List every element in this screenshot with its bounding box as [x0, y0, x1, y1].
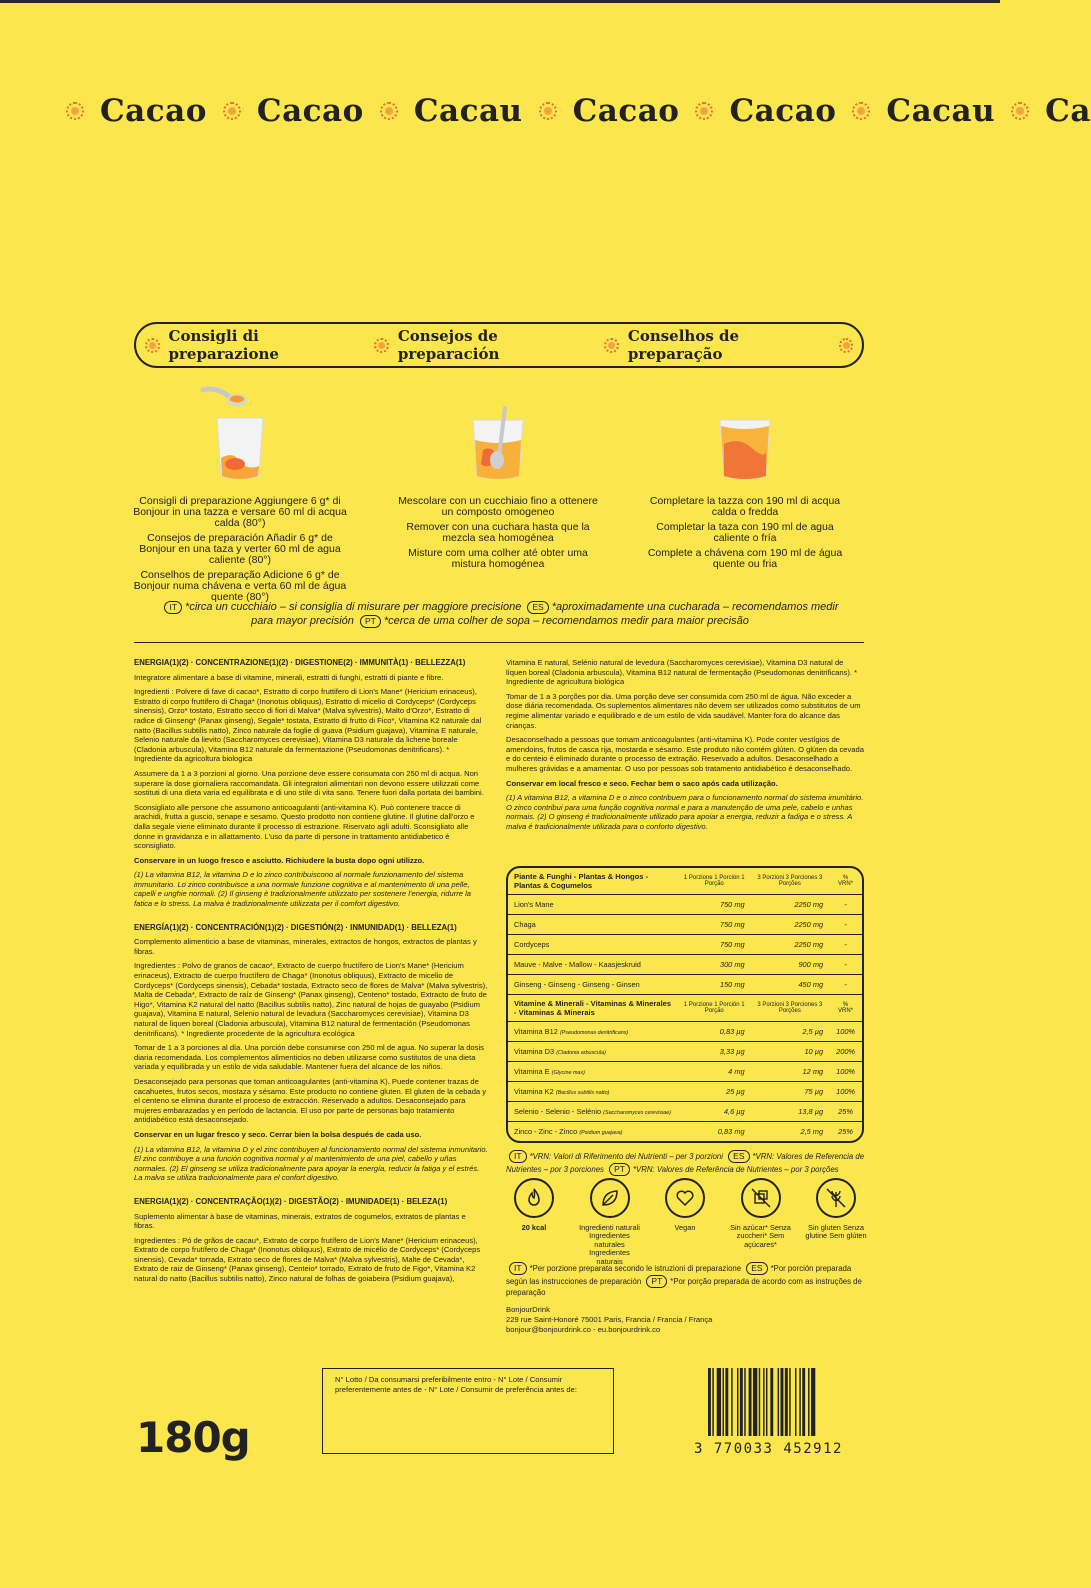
- row-three: 2250 mg: [751, 895, 829, 915]
- sun-icon: [223, 102, 241, 120]
- barcode-bar: [712, 1368, 713, 1436]
- col-vrn: % VRN*: [829, 995, 862, 1022]
- row-three: 2250 mg: [751, 915, 829, 935]
- row-vrn: 25%: [829, 1102, 862, 1122]
- icon-label: 20 kcal: [521, 1223, 547, 1232]
- row-vrn: -: [829, 895, 862, 915]
- lang-tag-it: IT: [509, 1150, 527, 1163]
- sun-icon: [852, 102, 870, 120]
- lang-tag-it: IT: [164, 601, 182, 614]
- barcode-bar: [781, 1368, 784, 1436]
- pt-ingredients: Ingredientes : Pó de grãos de cacau*, Extrato de corpo frutífero de Lion's Mane* (Hericium erinaceus), Extrato de corpo frutífero de Chaga* (Inonotus obliquus), Extrato de micélio de Cordyceps* (Cordyceps sinensis), Cevada* torrada, Extrato seco de flores de Malva* (Malva sylvestris), Malte de Cevada*, Extrato de raiz de Ginseng* (Panax ginseng), Centeio* torrado, Extrato de fruto de Figo*, Vitamina K2 natural do natto (Bacillus subtilis natto), Zinco natural de folhas de goiabeira (Psidium guajava),: [134, 1235, 481, 1284]
- row-one: 25 µg: [678, 1082, 751, 1102]
- barcode-bar: [731, 1368, 732, 1436]
- lang-tag-pt: PT: [646, 1275, 667, 1288]
- prep-title-it: Consigli di preparazione: [168, 327, 279, 363]
- it-warnings: Sconsigliato alle persone che assumono anticoagulanti (anti-vitamina K). Può contenere tracce di arachidi, frutta a guscio, senape e sesamo. Questo prodotto non contiene glutine. Il glutine dall'orzo e dalla segale viene eliminato durante il processo di estrazione. Riservato agli adulti. Sconsigliato alle donne in gravidanza e in allattamento. L'uso da parte di persone in trattamento antidiabetico è sconsigliato.: [134, 802, 475, 851]
- lot-box: [322, 1368, 614, 1454]
- table-row: [508, 935, 862, 955]
- barcode-bar: [753, 1368, 757, 1436]
- nutrient-name: Selenio - Selenio - Selénio: [514, 1107, 602, 1116]
- pt-ingredients-cont: Vitamina E natural, Selénio natural de levedura (Saccharomyces cerevisiae), Vitamina D3 natural de líquen boreal (Cladonia arbuscula), Vitamina B12 natural de fermentação (Pseudomonas denitrificans). * Ingrediente de agricultura biológica: [506, 658, 858, 687]
- no-gluten-icon: [816, 1178, 856, 1218]
- barcode-bar: [740, 1368, 743, 1436]
- banner-word: Cacau: [886, 93, 996, 129]
- row-name: [508, 1122, 678, 1142]
- row-name: [508, 1082, 678, 1102]
- nutrient-name: Vitamina K2: [514, 1087, 554, 1096]
- row-one: 150 mg: [678, 975, 751, 995]
- left-text-column: [134, 658, 488, 1289]
- vrn-es: *VRN: Valores de Referencia de Nutrientes – por 3 porciones: [506, 1152, 865, 1174]
- row-vrn: 100%: [829, 1082, 862, 1102]
- nutrient-name: Vitamina B12: [514, 1027, 558, 1036]
- barcode-bar: [749, 1368, 752, 1436]
- divider: [134, 642, 864, 643]
- icon-kcal: [500, 1178, 568, 1266]
- nutrition-table: [506, 866, 864, 1143]
- row-vrn: -: [829, 915, 862, 935]
- per-portion-note: [506, 1262, 866, 1298]
- sun-icon: [539, 102, 557, 120]
- it-intro: Integratore alimentare a base di vitamine, minerali, estratti di funghi, estratti di piante e fibre.: [134, 672, 444, 682]
- it-claims: (1) La vitamina B12, la vitamina D e lo zinco contribuiscono al normale funzionamento del sistema immunitario. Lo zinco contribuisce a una normale funzione cognitiva e al mantenimento di una pelle, capelli e unghie normali. (2) Il ginseng è tradizionalmente utilizzato per sostenere l'energia, ridurre la fatica e lo stress. La malva è tradizionalmente utilizzata per il comfort digestivo.: [134, 870, 472, 909]
- col-vrn: % VRN*: [838, 874, 854, 887]
- lang-tag-pt: PT: [360, 615, 381, 628]
- step-1-es: Consejos de preparación Añadir 6 g* de Bonjour en una taza y verter 60 ml de agua caliente (80°): [139, 532, 341, 566]
- step-2-es: Remover con una cuchara hasta que la mezcla sea homogénea: [406, 521, 590, 544]
- prep-step-3: [645, 380, 845, 574]
- banner-word: Cacau: [413, 93, 523, 129]
- banner-word: Cacao: [572, 93, 680, 129]
- lang-tag-it: IT: [509, 1262, 527, 1275]
- cacao-banner: [50, 93, 1091, 129]
- es-dosage: Tomar de 1 a 3 porciones al día. Una porción debe consumirse con 250 ml de agua. No superar la dosis diaria recomendada. Los complementos alimenticios no deben utilizarse como sustitutos de una dieta variada y equilibrada y un estilo de vida saludable. Mantener fuera del alcance de los niños.: [134, 1043, 484, 1072]
- barcode-bar: [725, 1368, 728, 1436]
- sun-icon: [604, 338, 619, 353]
- it-heading: ENERGIA(1)(2) · CONCENTRAZIONE(1)(2) · DIGESTIONE(2) · IMMUNITÀ(1) · BELLEZZA(1): [134, 658, 466, 667]
- step-3-pt: Complete a chávena com 190 ml de água quente ou fria: [647, 547, 843, 570]
- row-three: 12 mg: [751, 1062, 829, 1082]
- barcode-icon: [708, 1368, 868, 1448]
- pt-warnings: Desaconselhado a pessoas que tomam anticoagulantes (anti-vitamina K). Pode conter vestígios de amendoins, frutos de casca rija, mostarda e sésamo. Este produto não contém glúten. O glúten da cevada e do centeio é eliminado durante o processo de extração. Reservado a adultos. Desaconselhado a mulheres grávidas e a amamentar. O uso por pessoas sob tratamento antidiabético é desaconselhado.: [506, 735, 864, 773]
- icon-vegan: [651, 1178, 719, 1266]
- nutrient-name: Vitamina E: [514, 1067, 550, 1076]
- barcode-number: 3 770033 452912: [694, 1441, 843, 1457]
- barcode-bar: [795, 1368, 796, 1436]
- banner-word: Cacao: [256, 93, 364, 129]
- sun-icon: [145, 338, 160, 353]
- pt-storage: Conservar em local fresco e seco. Fechar bem o saco após cada utilização.: [506, 778, 778, 788]
- col-three-portions: 3 Porzioni 3 Porciones 3 Porções: [757, 874, 823, 887]
- row-one: 750 mg: [678, 935, 751, 955]
- top-border: [0, 0, 1000, 3]
- stirring-cup-icon: [453, 380, 543, 488]
- row-one: 4 mg: [678, 1062, 751, 1082]
- row-one: 750 mg: [678, 895, 751, 915]
- lang-tag-es: ES: [527, 601, 548, 614]
- row-name: Cordyceps: [508, 935, 678, 955]
- vrn-footnote: [506, 1150, 866, 1176]
- row-name: [508, 1102, 678, 1122]
- lang-tag-es: ES: [728, 1150, 749, 1163]
- es-storage: Conservar en un lugar fresco y seco. Cerrar bien la bolsa después de cada uso.: [134, 1129, 422, 1139]
- plants-header: Piante & Funghi - Plantas & Hongos - Plantas & Cogumelos: [514, 872, 649, 890]
- col-one-portion: 1 Porzione 1 Porción 1 Porção: [683, 874, 745, 887]
- sun-icon: [380, 102, 398, 120]
- row-three: 2250 mg: [751, 935, 829, 955]
- barcode-bar: [759, 1368, 760, 1436]
- icon-no-gluten: [802, 1178, 870, 1266]
- table-row: [508, 1022, 862, 1042]
- nutrient-source: (Saccharomyces cerevisiae): [603, 1110, 671, 1116]
- measure-footnote: [150, 600, 850, 628]
- barcode-bar: [789, 1368, 790, 1436]
- row-vrn: 100%: [829, 1022, 862, 1042]
- row-three: 2,5 µg: [751, 1022, 829, 1042]
- pt-dosage: Tomar de 1 a 3 porções por dia. Uma porção deve ser consumida com 250 ml de água. Não exceder a dose diária recomendada. Os suplementos alimentares não devem ser utilizados como substitutos de um regime alimentar variado e equilibrado e de um estilo de vida saudável. Manter fora do alcance das crianças.: [506, 691, 861, 730]
- es-intro: Complemento alimenticio a base de vitaminas, minerales, extractos de hongos, extractos de plantas y fibras.: [134, 937, 477, 956]
- sun-icon: [695, 102, 713, 120]
- nutrient-name: Zinco - Zinc - Zinco: [514, 1127, 578, 1136]
- full-cup-icon: [700, 380, 790, 488]
- nutrient-source: (Psidium guajava): [579, 1130, 623, 1136]
- row-three: 75 µg: [751, 1082, 829, 1102]
- icon-label: Ingredienti naturali Ingredientes naturales Ingredientes naturais: [579, 1223, 640, 1266]
- barcode-bar: [744, 1368, 745, 1436]
- cup-spoon-icon: [195, 380, 285, 488]
- no-sugar-icon: [741, 1178, 781, 1218]
- per-portion-it: *Per porzione preparata secondo le istruzioni di preparazione: [529, 1264, 742, 1273]
- contact-info: bonjour@bonjourdrink.co - eu.bonjourdrink.co: [506, 1325, 661, 1334]
- row-one: 0,83 mg: [678, 1122, 751, 1142]
- nutrient-source: (Cladonia arbuscula): [556, 1050, 606, 1056]
- col-one-portion: 1 Porzione 1 Porción 1 Porção: [678, 995, 751, 1022]
- it-ingredients: Ingredienti : Polvere di fave di cacao*, Estratto di corpo fruttifero di Lion's Mane* (Hericium erinaceus), Estratto di corpo fruttifero di Chaga* (Inonotus obliquus), Estratto di micelio di Cordyceps* (Cordyceps sinensis), Orzo* tostato, Estratto secco di fiori di Malva* (Malva sylvestris), Malto d'Orzo*, Estratto di radice di Ginseng* (Panax ginseng), Segale* tostata, Estratto di frutto di Fico*, Vitamina K2 naturale dal natto (Bacillus subtilis natto), Zinco naturale da foglie di guava (Psidium guajava), Vitamina E naturale, Selenio naturale da lievito (Saccharomyces cerevisiae), Vitamina D3 naturale da lichene boreale (Cladonia arbuscula), Vitamina B12 naturale da fermentazione (Pseudomonas denitrificans). * Ingrediente da agricoltura biologica: [134, 687, 482, 764]
- pt-heading: ENERGIA(1)(2) · CONCENTRAÇÃO(1)(2) · DIGESTÃO(2) · IMUNIDADE(1) · BELEZA(1): [134, 1196, 448, 1206]
- row-name: Lion's Mane: [508, 895, 678, 915]
- nutrient-source: (Bacillus subtilis natto): [555, 1090, 610, 1096]
- claims-icons: [500, 1178, 870, 1266]
- row-one: 300 mg: [678, 955, 751, 975]
- table-row: [508, 895, 862, 915]
- table-row: [508, 1082, 862, 1102]
- row-name: [508, 1022, 678, 1042]
- step-3-es: Completar la taza con 190 ml de agua caliente o fría: [656, 521, 834, 544]
- barcode-bar: [763, 1368, 764, 1436]
- pt-intro: Suplemento alimentar à base de vitaminas, minerais, extratos de cogumelos, extratos de plantas e fibras.: [134, 1211, 466, 1231]
- row-vrn: -: [829, 955, 862, 975]
- lang-tag-es: ES: [746, 1262, 767, 1275]
- net-weight: 180g: [136, 1413, 250, 1462]
- table-row: [508, 955, 862, 975]
- sun-icon: [66, 102, 84, 120]
- heart-icon: [665, 1178, 705, 1218]
- icon-natural: [576, 1178, 644, 1266]
- barcode-bar: [717, 1368, 721, 1436]
- icon-label: Vegan: [674, 1223, 696, 1232]
- table-row: [508, 915, 862, 935]
- col-three-portions: 3 Porzioni 3 Porciones 3 Porções: [751, 995, 829, 1022]
- row-three: 900 mg: [751, 955, 829, 975]
- prep-step-2: [398, 380, 598, 574]
- row-vrn: -: [829, 975, 862, 995]
- step-1-it: Consigli di preparazione Aggiungere 6 g* di Bonjour in una tazza e versare 60 ml di acqua calda (80°): [133, 495, 347, 529]
- banner-word: Cacao: [100, 93, 207, 129]
- barcode-bar: [799, 1368, 800, 1436]
- icon-label: Sin azúcar* Senza zuccheri* Sem açúcares*: [730, 1223, 791, 1249]
- step-2-pt: Misture com uma colher até obter uma mistura homogénea: [408, 547, 588, 570]
- row-vrn: 200%: [829, 1042, 862, 1062]
- barcode-bar: [708, 1368, 711, 1436]
- barcode-bar: [811, 1368, 815, 1436]
- vrn-pt: *VRN: Valores de Referência de Nutrientes – por 3 porções: [633, 1165, 839, 1174]
- barcode-bar: [802, 1368, 805, 1436]
- leaf-icon: [590, 1178, 630, 1218]
- sun-icon: [839, 338, 854, 353]
- step-3-it: Completare la tazza con 190 ml di acqua calda o fredda: [649, 495, 841, 518]
- table-row: [508, 975, 862, 995]
- sun-icon: [374, 338, 389, 353]
- prep-step-1: [130, 380, 350, 607]
- step-2-it: Mescolare con un cucchiaio fino a ottenere un composto omogeneo: [398, 495, 598, 518]
- es-claims: (1) La vitamina B12, la vitamina D y el zinc contribuyen al funcionamiento normal del sistema inmunitario. El zinc contribuye a una función cognitiva normal y al mantenimiento de una piel, cabello y uñas normales. (2) El ginseng se utiliza tradicionalmente para apoyar la energía, reducir la fatiga y el estrés. La malva se utiliza tradicionalmente para el confort digestivo.: [134, 1144, 488, 1183]
- footnote-pt: *cerca de uma colher de sopa – recomendamos medir para maior precisão: [383, 615, 749, 627]
- it-storage: Conservare in un luogo fresco e asciutto. Richiudere la busta dopo ogni utilizzo.: [134, 855, 425, 865]
- barcode-bar: [785, 1368, 788, 1436]
- row-three: 10 µg: [751, 1042, 829, 1062]
- prep-title-es: Consejos de preparación: [397, 327, 500, 363]
- company-address: [506, 1305, 866, 1335]
- icon-no-sugar: [727, 1178, 795, 1266]
- es-ingredients: Ingredientes : Polvo de granos de cacao*, Extracto de cuerpo fructífero de Lion's Mane* (Hericium erinaceus), Extracto de cuerpo fructífero de Chaga* (Inonotus obliquus), Extracto de micelio de Cordyceps* (Cordyceps sinensis), Cebada* tostada, Extracto seco de flores de Malva* (Malva sylvestris), Malta de Cebada*, Extracto de raíz de Ginseng* (Panax ginseng), Centeno* tostado, Extracto de fruto de Higo*, Vitamina K2 natural del natto (Bacillus subtilis natto), Zinc natural de hojas de guayabo (Psidium guajava), Vitamina E natural, Selenio natural de levadura (Saccharomyces cerevisiae), Vitamina D3 natural de liquen boreal (Cladonia arbuscula), Vitamina B12 natural de fermentación (Pseudomonas denitrificans). * Ingrediente procedente de la agricultura ecológica: [134, 961, 488, 1038]
- es-warnings: Desaconsejado para personas que toman anticoagulantes (anti-vitamina K). Puede contener trazas de cacahuetes, frutos secos, mostaza y sésamo. Este producto no contiene gluten. El gluten de la cebada y el centeno se elimina durante el proceso de extracción. Reservado a adultos. Desaconsejado para mujeres embarazadas y en período de lactancia. El uso por parte de personas bajo tratamiento antidiabético está desaconsejado.: [134, 1076, 487, 1125]
- barcode-bar: [737, 1368, 738, 1436]
- barcode-bar: [766, 1368, 767, 1436]
- brand-name: BonjourDrink: [506, 1305, 550, 1314]
- step-1-pt: Conselhos de preparação Adicione 6 g* de Bonjour numa chávena e verta 60 ml de água quente (80°): [133, 569, 347, 603]
- row-one: 4,6 µg: [678, 1102, 751, 1122]
- barcode-bar: [770, 1368, 773, 1436]
- row-name: Chaga: [508, 915, 678, 935]
- table-row: [508, 1122, 862, 1142]
- table-row: [508, 1042, 862, 1062]
- banner-word: Ca: [1045, 93, 1091, 129]
- preparation-header: [134, 322, 864, 368]
- row-one: 0,83 µg: [678, 1022, 751, 1042]
- street-address: 229 rue Saint-Honoré 75001 Paris, Francia / Francia / França: [506, 1315, 713, 1324]
- footnote-it: *circa un cucchiaio – si consiglia di misurare per maggiore precisione: [185, 601, 522, 613]
- row-three: 450 mg: [751, 975, 829, 995]
- row-one: 750 mg: [678, 915, 751, 935]
- row-name: Mauve - Malve - Mallow - Kaasjeskruid: [508, 955, 678, 975]
- it-dosage: Assumere da 1 a 3 porzioni al giorno. Una porzione deve essere consumata con 250 ml di acqua. Non superare la dose giornaliera raccomandata. Gli integratori alimentari non devono essere utilizzati come sostituti di una dieta varia ed equilibrata e di uno stile di vita sano. Tenere fuori dalla portata dei bambini.: [134, 768, 484, 798]
- barcode-bar: [778, 1368, 779, 1436]
- lot-label: N° Lotto / Da consumarsi preferibilmente entro - N° Lote / Consumir preferentemente antes de - N° Lote / Consumir de preferência antes de:: [335, 1375, 577, 1394]
- icon-label: Sin gluten Senza glutine Sem glúten: [805, 1223, 867, 1241]
- pt-claims: (1) A vitamina B12, a vitamina D e o zinco contribuem para o funcionamento normal do sistema imunitário. O zinco contribui para uma função cognitiva normal e para a manutenção de uma pele, cabelo e unhas normais. (2) O ginseng é tradicionalmente utilizado para apoiar a energia, reduzir a fadiga e o stress. A malva é tradicionalmente utilizada para o conforto digestivo.: [506, 793, 864, 831]
- row-three: 13,8 µg: [751, 1102, 829, 1122]
- row-name: [508, 1042, 678, 1062]
- nutrient-name: Vitamina D3: [514, 1047, 555, 1056]
- row-name: [508, 1062, 678, 1082]
- prep-title-pt: Conselhos de preparação: [627, 327, 740, 363]
- nutrient-source: (Pseudomonas denitrificans): [559, 1030, 629, 1036]
- es-heading: ENERGÍA(1)(2) · CONCENTRACIÓN(1)(2) · DIGESTIÓN(2) · INMUNIDAD(1) · BELLEZA(1): [134, 922, 457, 932]
- vitamins-header: Vitamine & Minerali - Vitaminas & Minerales - Vitaminas & Minerais: [508, 995, 678, 1022]
- table-row: [508, 1102, 862, 1122]
- per-portion-pt: *Por porção preparada de acordo com as instruções de preparação: [506, 1277, 862, 1297]
- barcode-bar: [723, 1368, 724, 1436]
- per-portion-es: *Por porción preparada según las instrucciones de preparación: [506, 1264, 852, 1286]
- row-one: 3,33 µg: [678, 1042, 751, 1062]
- nutrient-source: (Glycine max): [551, 1070, 585, 1076]
- row-vrn: -: [829, 935, 862, 955]
- vrn-it: *VRN: Valori di Riferimento dei Nutrienti – per 3 porzioni: [529, 1152, 723, 1161]
- table-row: [508, 1062, 862, 1082]
- banner-word: Cacao: [729, 93, 837, 129]
- lang-tag-pt: PT: [609, 1163, 630, 1176]
- row-three: 2,5 mg: [751, 1122, 829, 1142]
- barcode-bar: [808, 1368, 809, 1436]
- flame-icon: [514, 1178, 554, 1218]
- sun-icon: [1011, 102, 1029, 120]
- row-name: Ginseng - Ginseng - Ginseng - Ginsen: [508, 975, 678, 995]
- right-text-column: [506, 658, 866, 837]
- row-vrn: 100%: [829, 1062, 862, 1082]
- row-vrn: 25%: [829, 1122, 862, 1142]
- footnote-es: *aproximadamente una cucharada – recomendamos medir para mayor precisión: [251, 601, 839, 627]
